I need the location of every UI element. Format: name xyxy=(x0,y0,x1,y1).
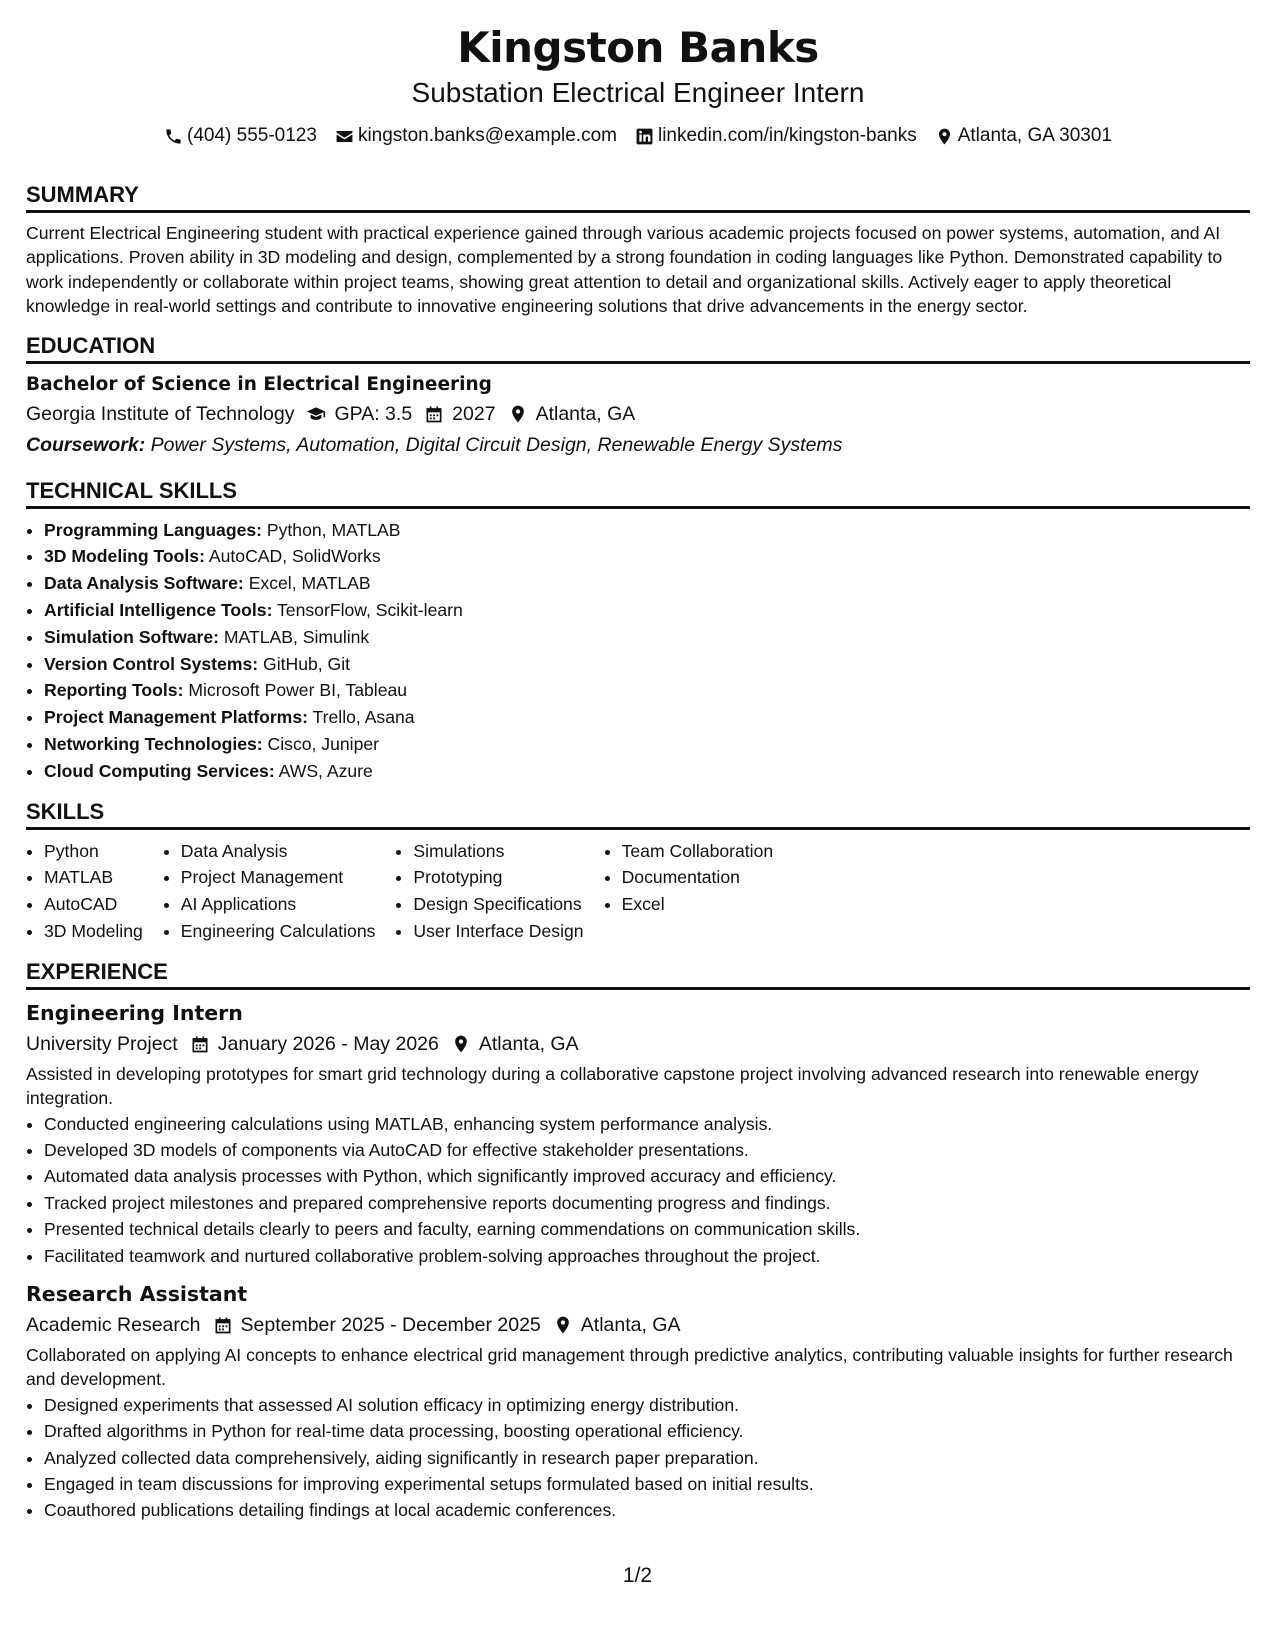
contact-phone-text: (404) 555-0123 xyxy=(187,125,317,146)
education-meta xyxy=(26,398,1250,430)
coursework xyxy=(26,430,1250,460)
school-name: Georgia Institute of Technology xyxy=(26,402,295,425)
list-item: • Project Management xyxy=(181,864,376,891)
list-item: • Documentation xyxy=(622,864,774,891)
page-indicator: 1/2 xyxy=(622,1564,653,1587)
list-item: • Analyzed collected data comprehensively, aiding significantly in research paper preparation. xyxy=(44,1445,1250,1471)
envelope-icon xyxy=(335,127,354,146)
map-pin-icon xyxy=(508,404,528,424)
list-item: • AI Applications xyxy=(181,891,376,918)
skill-value: GitHub, Git xyxy=(263,653,351,674)
list-item xyxy=(44,758,1250,785)
education-location: Atlanta, GA xyxy=(535,402,636,425)
job-bullets xyxy=(26,1392,1250,1524)
education-section xyxy=(26,333,1250,460)
list-item: • Designed experiments that assessed AI solution efficacy in optimizing energy distribution. xyxy=(44,1392,1250,1418)
skill-category: 3D Modeling Tools: xyxy=(44,546,205,567)
contact-linkedin-text: linkedin.com/in/kingston-banks xyxy=(657,125,917,146)
list-item: • Facilitated teamwork and nurtured collaborative problem-solving approaches throughout the project. xyxy=(44,1243,1250,1269)
list-item xyxy=(44,624,1250,651)
skill-category: Reporting Tools: xyxy=(44,680,184,701)
resume-page xyxy=(26,0,1250,1524)
skills-section xyxy=(26,799,1250,945)
job-bullets xyxy=(26,1111,1250,1269)
education-heading: EDUCATION xyxy=(26,333,1250,364)
technical-skills-list xyxy=(26,517,1250,785)
experience-entry xyxy=(26,998,1250,1269)
skill-value: AutoCAD, SolidWorks xyxy=(208,546,381,567)
contact-linkedin[interactable] xyxy=(635,124,917,148)
calendar-icon xyxy=(213,1315,233,1335)
skill-value: Python, MATLAB xyxy=(266,519,401,540)
summary-heading: SUMMARY xyxy=(26,182,1250,213)
job-location: Atlanta, GA xyxy=(478,1032,579,1055)
job-location: Atlanta, GA xyxy=(580,1314,681,1337)
list-item: • Tracked project milestones and prepared comprehensive reports documenting progress and findings. xyxy=(44,1190,1250,1216)
list-item: • Python xyxy=(44,838,143,865)
skill-category: Data Analysis Software: xyxy=(44,573,244,594)
candidate-name: Kingston Banks xyxy=(457,23,819,72)
list-item: • Coauthored publications detailing findings at local academic conferences. xyxy=(44,1497,1250,1523)
list-item: • Engaged in team discussions for improving experimental setups formulated based on initial results. xyxy=(44,1471,1250,1497)
coursework-list: Power Systems, Automation, Digital Circuit Design, Renewable Energy Systems xyxy=(150,433,843,456)
graduation-year: 2027 xyxy=(452,402,496,425)
skill-category: Project Management Platforms: xyxy=(44,707,308,728)
skill-value: Microsoft Power BI, Tableau xyxy=(188,680,408,701)
degree-title: Bachelor of Science in Electrical Engineering xyxy=(26,373,492,395)
map-pin-icon xyxy=(451,1034,471,1054)
experience-entry xyxy=(26,1279,1250,1524)
job-dates: January 2026 - May 2026 xyxy=(217,1032,439,1055)
technical-skills-heading: TECHNICAL SKILLS xyxy=(26,478,1250,509)
list-item: • MATLAB xyxy=(44,864,143,891)
skill-value: AWS, Azure xyxy=(278,760,373,781)
list-item: • Team Collaboration xyxy=(622,838,774,865)
contact-bar xyxy=(26,124,1250,148)
skills-column-3 xyxy=(395,838,583,945)
list-item: • AutoCAD xyxy=(44,891,143,918)
job-meta xyxy=(26,1309,1250,1341)
list-item xyxy=(44,570,1250,597)
job-title: Engineering Intern xyxy=(26,1000,243,1025)
contact-email[interactable] xyxy=(335,124,617,148)
list-item: • 3D Modeling xyxy=(44,918,143,945)
skill-category: Version Control Systems: xyxy=(44,653,259,674)
skill-category: Networking Technologies: xyxy=(44,734,263,754)
map-pin-icon xyxy=(553,1315,573,1335)
experience-section xyxy=(26,959,1250,1524)
summary-section xyxy=(26,182,1250,319)
calendar-icon xyxy=(190,1034,210,1054)
list-item xyxy=(44,543,1250,570)
gpa: GPA: 3.5 xyxy=(334,402,413,425)
job-dates: September 2025 - December 2025 xyxy=(240,1314,541,1337)
skill-value: Cisco, Juniper xyxy=(267,734,380,754)
list-item: • Prototyping xyxy=(413,864,583,891)
job-organization: Academic Research xyxy=(26,1314,201,1337)
skill-category: Simulation Software: xyxy=(44,626,219,647)
contact-email-text: kingston.banks@example.com xyxy=(357,125,617,146)
list-item: • Engineering Calculations xyxy=(181,918,376,945)
list-item xyxy=(44,651,1250,678)
map-pin-icon xyxy=(935,127,954,146)
linkedin-icon xyxy=(635,127,654,146)
job-meta xyxy=(26,1028,1250,1060)
calendar-icon xyxy=(424,404,444,424)
job-title: Research Assistant xyxy=(26,1282,248,1307)
list-item xyxy=(44,731,1250,758)
coursework-label: Coursework: xyxy=(26,433,146,456)
skill-value: Excel, MATLAB xyxy=(248,573,371,594)
list-item: • Data Analysis xyxy=(181,838,376,865)
list-item: • Presented technical details clearly to peers and faculty, earning commendations on communication skills. xyxy=(44,1216,1250,1242)
skill-value: MATLAB, Simulink xyxy=(223,626,370,647)
list-item xyxy=(44,597,1250,624)
skill-value: TensorFlow, Scikit-learn xyxy=(277,600,463,621)
list-item: • Conducted engineering calculations using MATLAB, enhancing system performance analysis. xyxy=(44,1111,1250,1137)
skill-category: Programming Languages: xyxy=(44,519,262,540)
job-description: Collaborated on applying AI concepts to enhance electrical grid management through predictive analytics, contributing valuable insights for further research and development. xyxy=(26,1345,1233,1390)
job-organization: University Project xyxy=(26,1032,178,1055)
summary-text: Current Electrical Engineering student with practical experience gained through various academic projects focused on power systems, automation, and AI applications. Proven ability in 3D modeling and design, complemented by a strong foundation in coding languages like Python. Demonstrated capability to work independently or collaborate within project teams, showing great attention to detail and organizational skills. Actively eager to apply theoretical knowledge in real-world settings and contribute to innovative engineering solutions that drive advancements in the energy sector. xyxy=(26,223,1223,317)
candidate-role: Substation Electrical Engineer Intern xyxy=(411,77,865,108)
skills-column-1 xyxy=(26,838,143,945)
skills-column-2 xyxy=(163,838,376,945)
list-item xyxy=(44,677,1250,704)
skills-column-4 xyxy=(604,838,774,945)
skills-grid xyxy=(26,838,1250,945)
list-item: • Developed 3D models of components via AutoCAD for effective stakeholder presentations. xyxy=(44,1137,1250,1163)
phone-icon xyxy=(164,127,183,146)
technical-skills-section xyxy=(26,478,1250,785)
list-item xyxy=(44,704,1250,731)
skill-category: Cloud Computing Services: xyxy=(44,760,275,781)
list-item: • Excel xyxy=(622,891,774,918)
graduation-cap-icon xyxy=(306,404,326,424)
list-item xyxy=(44,517,1250,544)
skills-heading: SKILLS xyxy=(26,799,1250,830)
job-description: Assisted in developing prototypes for smart grid technology during a collaborative capstone project involving advanced research into renewable energy integration. xyxy=(26,1063,1199,1109)
contact-phone[interactable] xyxy=(164,124,317,148)
skill-value: Trello, Asana xyxy=(312,707,415,728)
list-item: • User Interface Design xyxy=(413,918,583,945)
list-item: • Simulations xyxy=(413,838,583,865)
experience-heading: EXPERIENCE xyxy=(26,959,1250,990)
contact-location-text: Atlanta, GA 30301 xyxy=(957,125,1112,146)
skill-category: Artificial Intelligence Tools: xyxy=(44,600,273,621)
contact-location xyxy=(935,124,1112,148)
list-item: • Design Specifications xyxy=(413,891,583,918)
list-item: • Automated data analysis processes with Python, which significantly improved accuracy and efficiency. xyxy=(44,1163,1250,1189)
list-item: • Drafted algorithms in Python for real-time data processing, boosting operational efficiency. xyxy=(44,1418,1250,1444)
